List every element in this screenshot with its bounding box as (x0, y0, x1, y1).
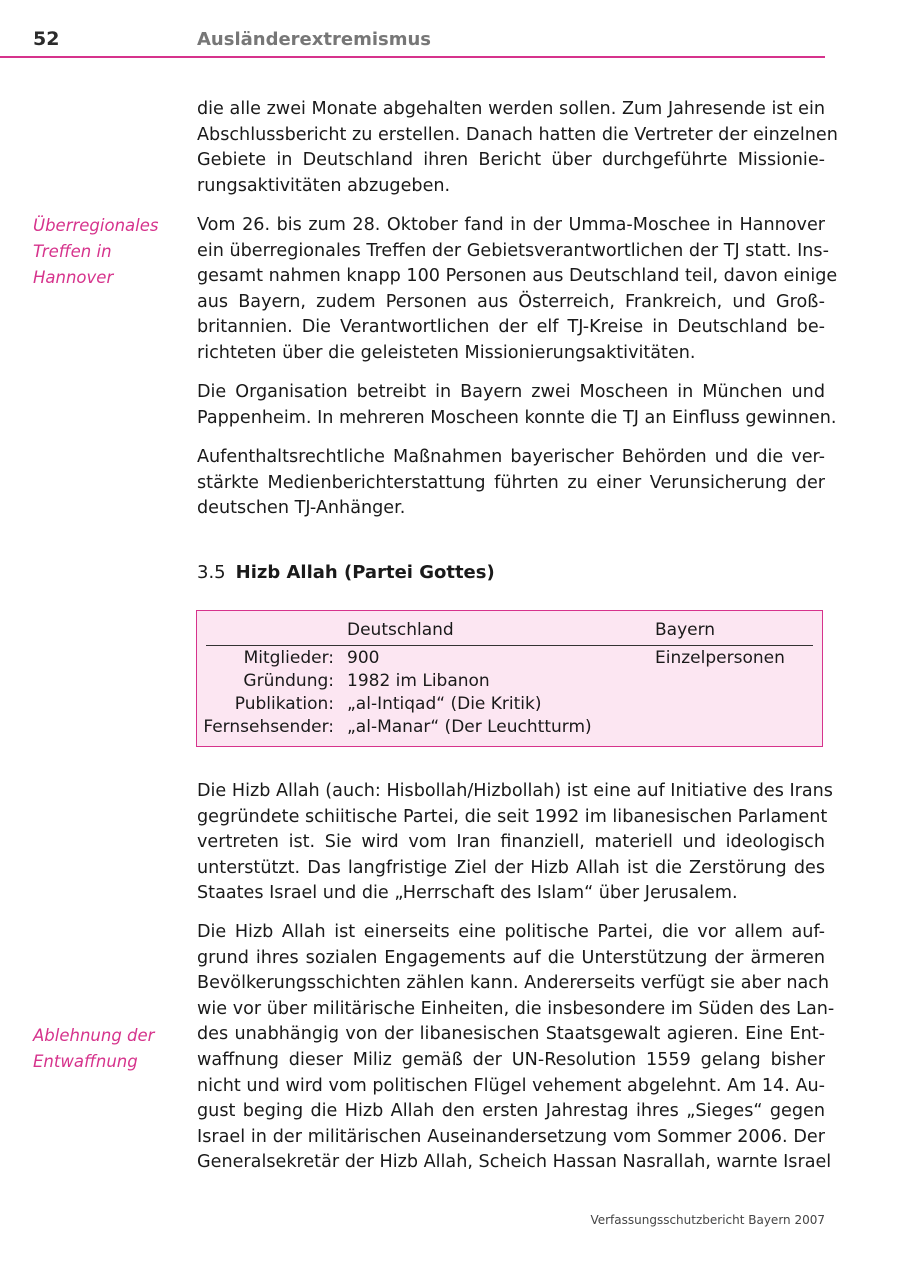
text-line: grund ihres sozialen Engagements auf die Unterstützung der ärmeren (197, 947, 825, 968)
text-line: die alle zwei Monate abgehalten werden sollen. Zum Jahresende ist ein (197, 99, 825, 119)
margin-note-line: Entwaffnung (33, 1052, 138, 1071)
section-number: 3.5 (197, 562, 226, 583)
text-line: Vom 26. bis zum 28. Oktober fand in der Umma-Moschee in Hannover (197, 215, 825, 235)
running-title: Ausländerextremismus (197, 29, 431, 50)
page-header (0, 0, 825, 58)
text-line: Aufenthaltsrechtliche Maßnahmen bayerischer Behörden und die ver- (197, 447, 825, 467)
text-line: Pappenheim. In mehreren Moscheen konnte die TJ an Einfluss gewinnen. (197, 407, 837, 428)
facts-value-bavaria: Einzelpersonen (655, 648, 785, 668)
margin-note-line: Überregionales (33, 216, 159, 235)
paragraph-4 (197, 445, 825, 522)
text-line: rungsaktivitäten abzugeben. (197, 175, 451, 196)
facts-value-germany: 1982 im Libanon (347, 671, 490, 691)
section-heading (197, 562, 495, 583)
facts-label: Publikation: (234, 694, 334, 714)
text-line: stärkte Medienberichterstattung führten zu einer Verunsicherung der (197, 472, 825, 493)
text-line: Gebiete in Deutschland ihren Bericht über durchgeführte Missionie- (197, 150, 825, 171)
text-line: Bevölkerungsschichten zählen kann. Andererseits verfügt sie aber nach (197, 973, 830, 994)
facts-value-germany: „al-Manar“ (Der Leuchtturm) (347, 717, 592, 737)
text-line: Israel in der militärischen Auseinandersetzung vom Sommer 2006. Der (197, 1126, 825, 1147)
text-line: unterstützt. Das langfristige Ziel der Hizb Allah ist die Zerstörung des (197, 857, 825, 878)
facts-label: Fernsehsender: (203, 717, 334, 737)
margin-note-hannover (33, 213, 183, 291)
facts-header-germany: Deutschland (347, 620, 454, 640)
paragraph-5 (197, 779, 833, 907)
margin-note-line: Ablehnung der (33, 1026, 155, 1045)
facts-label: Mitglieder: (243, 648, 334, 668)
text-line: Die Hizb Allah (auch: Hisbollah/Hizbollah) ist eine auf Initiative des Irans (197, 781, 833, 801)
section-title: Hizb Allah (Partei Gottes) (235, 562, 495, 583)
facts-header-bavaria: Bayern (655, 620, 716, 640)
facts-value-germany: 900 (347, 648, 380, 668)
text-line: vertreten ist. Sie wird vom Iran finanziell, materiell und ideologisch (197, 832, 825, 853)
text-line: Staates Israel und die „Herrschaft des Islam“ über Jerusalem. (197, 883, 738, 904)
page-footer: Verfassungsschutzbericht Bayern 2007 (590, 1213, 825, 1227)
text-line: nicht und wird vom politischen Flügel vehement abgelehnt. Am 14. Au- (197, 1075, 825, 1096)
margin-note-line: Treffen in (33, 242, 112, 261)
text-line: Die Organisation betreibt in Bayern zwei Moscheen in München und (197, 382, 825, 402)
facts-label: Gründung: (243, 671, 334, 691)
page-number: 52 (33, 28, 60, 50)
facts-header-divider (206, 645, 813, 646)
text-line: gesamt nahmen knapp 100 Personen aus Deutschland teil, davon einige (197, 266, 838, 287)
text-line: gust beging die Hizb Allah den ersten Jahrestag ihres „Sieges“ gegen (197, 1101, 825, 1122)
text-line: Die Hizb Allah ist einerseits eine politische Partei, die vor allem auf- (197, 922, 825, 942)
margin-note-entwaffnung (33, 1023, 183, 1075)
text-line: ein überregionales Treffen der Gebietsverantwortlichen der TJ statt. Ins- (197, 240, 829, 261)
text-line: britannien. Die Verantwortlichen der elf TJ-Kreise in Deutschland be- (197, 317, 825, 338)
text-line: waffnung dieser Miliz gemäß der UN-Resolution 1559 gelang bisher (197, 1049, 825, 1070)
paragraph-1 (197, 97, 838, 199)
text-line: deutschen TJ-Anhänger. (197, 498, 406, 519)
paragraph-3 (197, 380, 837, 431)
text-line: richteten über die geleisteten Missionierungsaktivitäten. (197, 342, 696, 363)
facts-box (196, 610, 823, 747)
text-line: des unabhängig von der libanesischen Staatsgewalt agieren. Eine Ent- (197, 1024, 825, 1045)
text-line: gegründete schiitische Partei, die seit 1992 im libanesischen Parlament (197, 806, 828, 827)
text-line: wie vor über militärische Einheiten, die insbesondere im Süden des Lan- (197, 998, 835, 1019)
paragraph-6 (197, 920, 835, 1176)
paragraph-2 (197, 213, 838, 367)
text-line: Generalsekretär der Hizb Allah, Scheich Hassan Nasrallah, warnte Israel (197, 1152, 832, 1173)
text-line: aus Bayern, zudem Personen aus Österreich, Frankreich, und Groß- (197, 291, 825, 312)
margin-note-line: Hannover (33, 268, 114, 287)
text-line: Abschlussbericht zu erstellen. Danach hatten die Vertreter der einzelnen (197, 124, 838, 145)
facts-value-germany: „al-Intiqad“ (Die Kritik) (347, 694, 542, 714)
